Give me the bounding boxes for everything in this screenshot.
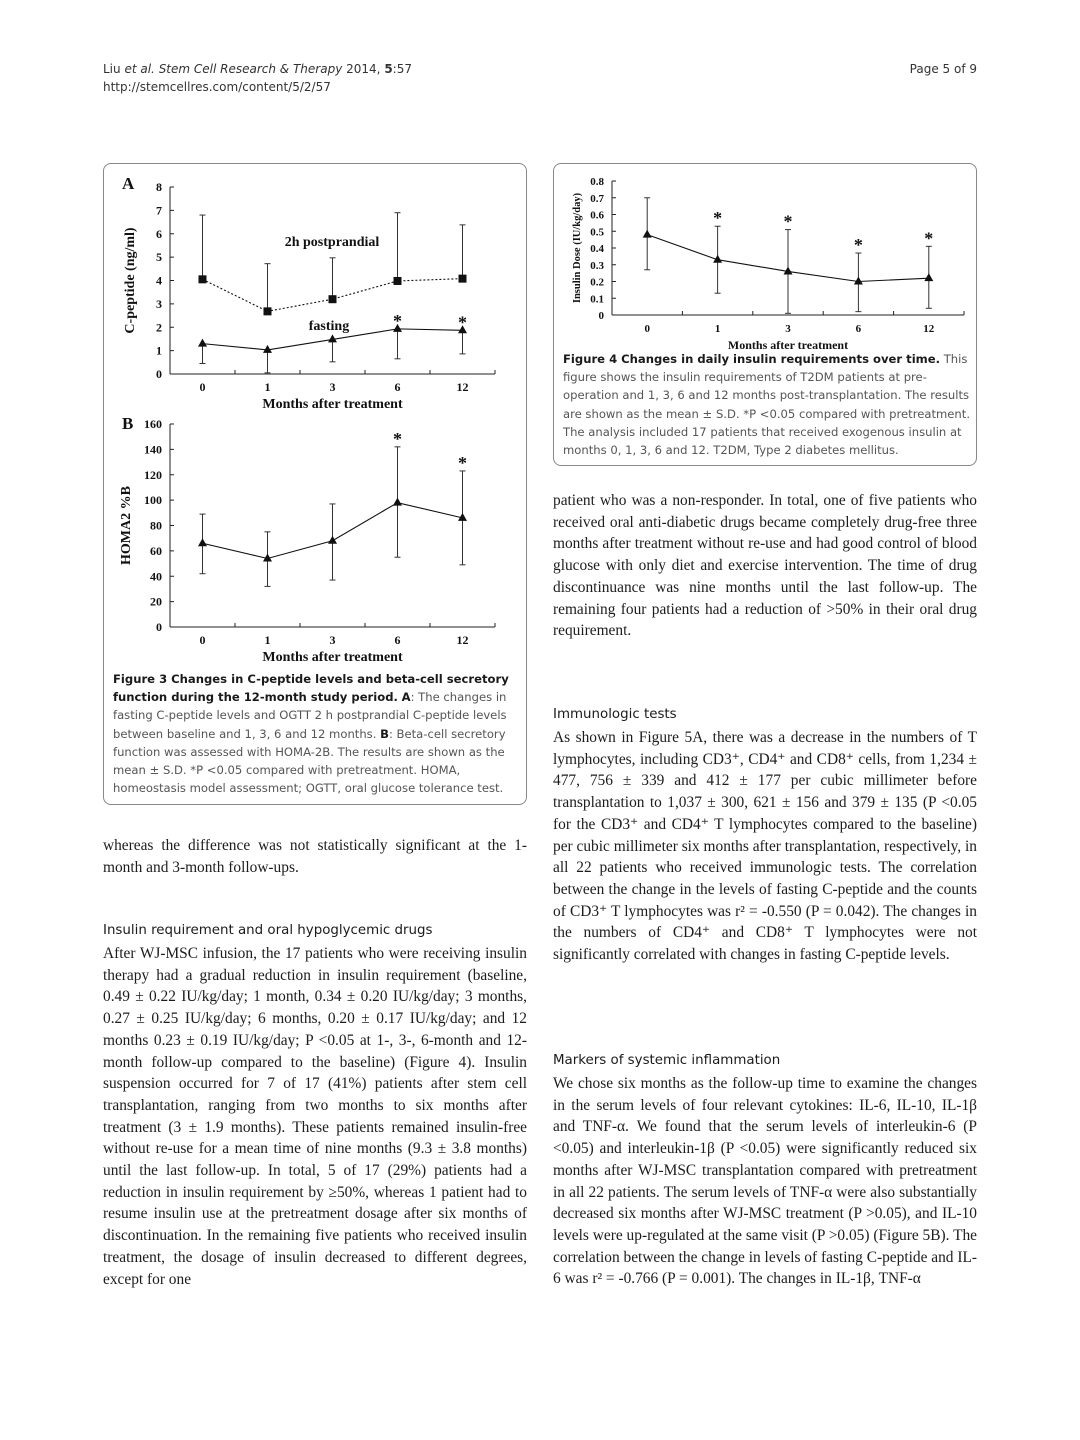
y-tick-label: 0.6 bbox=[590, 209, 604, 222]
section-heading: Immunologic tests bbox=[553, 707, 677, 722]
y-tick-label: 0.7 bbox=[590, 192, 604, 205]
figure-4-caption-text: This figure shows the insulin requirements of T2DM patients at pre-operation and 1, 3, 6 and 12 months post-transplantation. The results are shown as the mean ± S.D. *P <0.05 compared with pretreatment. The analysis included 17 patients that received exogenous insulin at months 0, 1, 3, 6 and 12. T2DM, Type 2 diabetes mellitus. bbox=[563, 352, 971, 458]
series-annotation: 2h postprandial bbox=[284, 235, 380, 250]
y-tick-label: 2 bbox=[156, 320, 162, 335]
x-tick-label: 3 bbox=[329, 380, 336, 394]
x-axis-label: Months after treatment bbox=[262, 650, 403, 665]
y-tick-label: 5 bbox=[156, 250, 162, 265]
y-tick-label: 7 bbox=[156, 203, 162, 218]
x-tick-label: 1 bbox=[714, 323, 721, 335]
x-tick-label: 1 bbox=[264, 380, 271, 394]
caption-label-a: A bbox=[401, 690, 411, 705]
x-tick-label: 6 bbox=[855, 323, 862, 335]
y-tick-label: 4 bbox=[156, 273, 162, 288]
y-tick-label: 140 bbox=[144, 442, 162, 457]
y-tick-label: 40 bbox=[150, 569, 162, 584]
paragraph: As shown in Figure 5A, there was a decrease in the numbers of T lymphocytes, including CD3⁺, CD4⁺ and CD8⁺ cells, from 1,234 ± 477, 756 ± 339 and 412 ± 177 per cubic millimeter before transplantation to 1,037 ± 300, 621 ± 156 and 379 ± 135 (P <0.05 for the CD3⁺ and CD4⁺ T lymphocytes compared to the baseline) per cubic millimeter six months after transplantation, respectively, in all 22 patients who received immunologic tests. The correlation between the change in the levels of fasting C-peptide and the counts of CD3⁺ T lymphocytes was r² = -0.550 (P = 0.042). The changes in the numbers of CD4⁺ and CD8⁺ T lymphocytes were not significantly correlated with changes in fasting C-peptide levels. bbox=[553, 729, 977, 964]
y-tick-label: 120 bbox=[144, 467, 162, 482]
y-tick-label: 0 bbox=[156, 367, 162, 381]
caption-text-b: : Beta-cell secretory function was assessed with HOMA-2B. The results are shown as the mean ± S.D. *P <0.05 compared with pretreatment. HOMA, homeostasis model assessment; OGTT, oral glucose tolerance test. bbox=[113, 726, 506, 796]
y-tick-label: 0.2 bbox=[590, 276, 604, 289]
x-tick-label: 0 bbox=[644, 323, 650, 335]
figure-3-caption-title: Figure 3 Changes in C-peptide levels and beta-cell secretory function during the 12-month study period. bbox=[113, 672, 509, 705]
x-tick-label: 12 bbox=[456, 633, 469, 647]
x-tick-label: 0 bbox=[199, 633, 206, 647]
y-tick-label: 160 bbox=[144, 417, 162, 431]
chart-figure-3a bbox=[104, 164, 528, 414]
figure-4-caption bbox=[563, 350, 973, 459]
y-axis-label: HOMA2 %B bbox=[119, 486, 134, 565]
x-tick-label: 3 bbox=[329, 633, 336, 647]
y-tick-label: 0.4 bbox=[590, 243, 604, 255]
series-annotation: fasting bbox=[308, 319, 350, 334]
journal-name: Stem Cell Research & Therapy bbox=[158, 62, 343, 76]
significance-marker: * bbox=[783, 211, 793, 232]
data-point bbox=[198, 538, 207, 546]
x-tick-label: 6 bbox=[394, 633, 401, 647]
data-point bbox=[329, 295, 337, 303]
y-tick-label: 60 bbox=[150, 543, 162, 558]
figure-3-caption bbox=[113, 670, 523, 797]
significance-marker: * bbox=[393, 428, 402, 449]
data-point bbox=[198, 339, 207, 347]
y-tick-label: 6 bbox=[156, 226, 162, 241]
y-tick-label: 100 bbox=[144, 493, 162, 508]
caption-label-b: B bbox=[380, 726, 389, 741]
significance-marker: * bbox=[393, 310, 402, 331]
panel-label: A bbox=[122, 174, 135, 193]
chart-figure-4 bbox=[554, 164, 978, 349]
significance-marker: * bbox=[458, 312, 467, 333]
y-tick-label: 0.1 bbox=[590, 293, 604, 306]
x-tick-label: 3 bbox=[785, 323, 791, 335]
significance-marker: * bbox=[713, 208, 723, 229]
x-tick-label: 6 bbox=[394, 380, 401, 394]
y-tick-label: 80 bbox=[150, 518, 162, 533]
chart-figure-3b bbox=[104, 409, 528, 669]
author: Liu bbox=[103, 62, 121, 76]
y-tick-label: 8 bbox=[156, 180, 162, 194]
volume: 5 bbox=[384, 62, 393, 76]
article-number: :57 bbox=[392, 62, 412, 76]
paragraph: whereas the difference was not statistically significant at the 1-month and 3-month follow-ups. bbox=[103, 837, 527, 876]
y-tick-label: 0 bbox=[156, 620, 162, 634]
citation bbox=[103, 60, 412, 78]
significance-marker: * bbox=[458, 452, 467, 473]
et-al: et al. bbox=[124, 62, 155, 76]
paragraph: After WJ-MSC infusion, the 17 patients who were receiving insulin therapy had a gradual reduction in insulin requirement (baseline, 0.49 ± 0.22 IU/kg/day; 1 month, 0.34 ± 0.20 IU/kg/day; 3 months, 0.27 ± 0.25 IU/kg/day; 6 months, 0.20 ± 0.17 IU/kg/day; and 12 months 0.23 ± 0.19 IU/kg/day; P <0.05 at 1-, 3-, 6-month and 12-month follow-up compared to the baseline) (Figure 4). Insulin suspension occurred for 7 of 17 (41%) patients after stem cell transplantation, ranging from two months to six months after treatment (3 ± 1.9 months). These patients remained insulin-free without re-use for a mean time of nine months (9.3 ± 3.8 months) until the last follow-up. In total, 5 of 17 (29%) patients had a reduction in insulin requirement by ≥50%, whereas 1 patient had to resume insulin use at the pretreatment dosage after six months of discontinuation. In the remaining five patients who received insulin treatment, the dosage of insulin decreased to different degrees, except for one bbox=[103, 945, 527, 1288]
x-axis-label: Months after treatment bbox=[262, 397, 403, 412]
data-point bbox=[459, 275, 467, 283]
section-heading: Insulin requirement and oral hypoglycemic drugs bbox=[103, 923, 433, 938]
data-point bbox=[643, 230, 652, 238]
x-tick-label: 12 bbox=[923, 323, 935, 335]
y-tick-label: 3 bbox=[156, 296, 162, 311]
significance-marker: * bbox=[853, 235, 863, 256]
x-tick-label: 0 bbox=[199, 380, 206, 394]
page-number: Page 5 of 9 bbox=[909, 62, 977, 76]
significance-marker: * bbox=[924, 228, 934, 249]
y-tick-label: 20 bbox=[150, 594, 162, 609]
figure-3 bbox=[103, 163, 527, 805]
running-header bbox=[103, 60, 412, 96]
y-tick-label: 1 bbox=[156, 343, 162, 358]
y-axis-label: C-peptide (ng/ml) bbox=[123, 227, 138, 334]
x-tick-label: 1 bbox=[264, 633, 271, 647]
section-heading: Markers of systemic inflammation bbox=[553, 1053, 781, 1068]
y-axis-label: Insulin Dose (IU/kg/day) bbox=[572, 192, 583, 304]
y-tick-label: 0.8 bbox=[590, 176, 604, 188]
article-url[interactable]: http://stemcellres.com/content/5/2/57 bbox=[103, 80, 331, 94]
data-point bbox=[924, 273, 933, 281]
y-tick-label: 0.5 bbox=[590, 226, 604, 239]
data-point bbox=[264, 307, 272, 315]
year: 2014, bbox=[346, 62, 381, 76]
data-point bbox=[199, 275, 207, 283]
x-axis-label: Months after treatment bbox=[727, 338, 849, 349]
y-tick-label: 0.3 bbox=[590, 259, 604, 272]
figure-4-caption-title: Figure 4 Changes in daily insulin requirements over time. bbox=[563, 352, 941, 366]
caption-text-a: : The changes in fasting C-peptide levels and OGTT 2 h postprandial C-peptide levels between baseline and 1, 3, 6 and 12 months. bbox=[113, 690, 507, 741]
x-tick-label: 12 bbox=[456, 380, 469, 394]
figure-4 bbox=[553, 163, 977, 466]
y-tick-label: 0 bbox=[598, 310, 604, 322]
paragraph: We chose six months as the follow-up time to examine the changes in the serum levels of four relevant cytokines: IL-6, IL-10, IL-1β and TNF-α. We found that the serum levels of interleukin-6 (P <0.05) and interleukin-1β (P <0.05) were significantly reduced six months after WJ-MSC transplantation compared with pretreatment in all 22 patients. The serum levels of TNF-α were also substantially decreased six months after WJ-MSC treatment (P >0.05), and IL-10 levels were up-regulated at the same visit (P >0.05) (Figure 5B). The correlation between the change in levels of fasting C-peptide and IL-6 was r² = -0.766 (P = 0.001). The changes in IL-1β, TNF-α bbox=[553, 1075, 977, 1288]
data-point bbox=[328, 536, 337, 544]
data-point bbox=[393, 498, 402, 506]
data-point bbox=[394, 277, 402, 285]
paragraph: patient who was a non-responder. In total, one of five patients who received oral anti-diabetic drugs became completely drug-free three months after treatment without re-use and had good control of blood glucose with only diet and exercise intervention. The time of drug discontinuance was nine months until the last follow-up. The remaining four patients had a reduction of >50% in their oral drug requirement. bbox=[553, 492, 977, 640]
panel-label: B bbox=[122, 414, 134, 433]
